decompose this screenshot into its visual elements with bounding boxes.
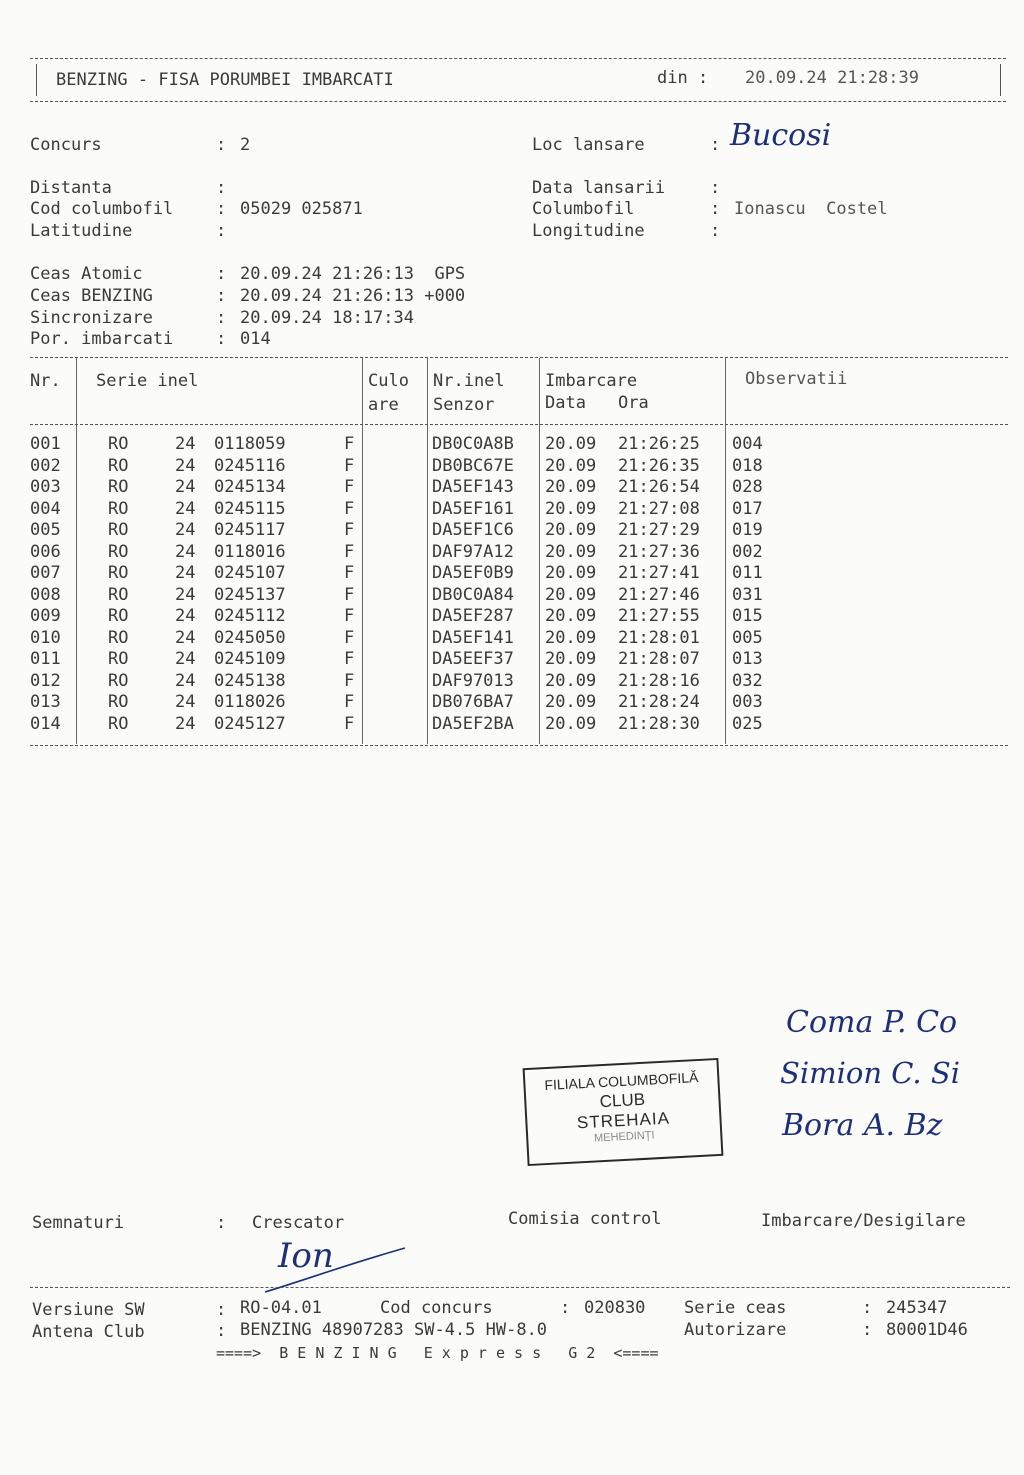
th-imbarcare: Imbarcare — [545, 371, 638, 391]
cell-senzor: DA5EF143 — [432, 477, 514, 497]
cell-data: 20.09 — [545, 606, 597, 626]
cell-data: 20.09 — [545, 563, 597, 583]
serie-ceas-label: Serie ceas — [684, 1298, 787, 1318]
cell-data: 20.09 — [545, 584, 597, 605]
cell-sex: F — [344, 713, 355, 734]
cell-observatii: 004 — [732, 434, 763, 454]
ceas-atomic-label: Ceas Atomic — [30, 264, 143, 284]
cell-senzor: DB0C0A8B — [432, 434, 514, 454]
cell-observatii: 032 — [732, 670, 763, 691]
colon: : — [710, 135, 721, 155]
cell-tara: RO — [108, 434, 129, 454]
cell-senzor: DA5EF141 — [432, 627, 514, 648]
cell-nr: 011 — [30, 649, 61, 669]
colon: : — [216, 1300, 227, 1320]
cell-tara: RO — [108, 713, 129, 734]
cell-tara: RO — [108, 627, 129, 648]
sincronizare-value: 20.09.24 18:17:34 — [240, 308, 414, 328]
stamp-line-1: FILIALA COLUMBOFILĂ — [544, 1069, 699, 1094]
cell-observatii: 013 — [732, 649, 763, 669]
cod-concurs-value: 020830 — [584, 1298, 646, 1318]
cell-data: 20.09 — [545, 670, 597, 691]
cell-an: 24 — [175, 477, 196, 497]
cell-nr: 005 — [30, 520, 61, 540]
cell-nr: 012 — [30, 670, 61, 691]
th-serie-inel: Serie inel — [96, 371, 199, 391]
cell-nr: 006 — [30, 541, 61, 562]
cell-inel: 0245116 — [214, 455, 286, 476]
cell-ora: 21:27:55 — [618, 606, 700, 626]
cell-inel: 0118059 — [214, 434, 286, 454]
cell-sex: F — [344, 606, 355, 626]
table-row — [0, 649, 1024, 671]
cell-inel: 0245115 — [214, 498, 286, 519]
autorizare-label: Autorizare — [684, 1320, 787, 1340]
cell-ora: 21:28:16 — [618, 670, 700, 691]
colon: : — [710, 221, 721, 241]
cell-ora: 21:28:24 — [618, 692, 700, 712]
cell-senzor: DA5EF0B9 — [432, 563, 514, 583]
cell-data: 20.09 — [545, 434, 597, 454]
cell-nr: 007 — [30, 563, 61, 583]
cell-nr: 004 — [30, 498, 61, 519]
signature-2: Simion C. Si — [780, 1056, 961, 1090]
cell-observatii: 015 — [732, 606, 763, 626]
cell-sex: F — [344, 455, 355, 476]
th-ora: Ora — [618, 393, 649, 413]
table-row — [0, 456, 1024, 478]
header-top-rule — [30, 58, 1006, 59]
din-value: 20.09.24 21:28:39 — [745, 68, 919, 88]
cell-ora: 21:26:54 — [618, 477, 700, 497]
cell-tara: RO — [108, 498, 129, 519]
cell-sex: F — [344, 477, 355, 497]
table-row — [0, 542, 1024, 564]
serie-ceas-value: 245347 — [886, 1298, 948, 1318]
cell-ora: 21:28:01 — [618, 627, 700, 648]
club-stamp — [523, 1058, 724, 1166]
cod-concurs-label: Cod concurs — [380, 1298, 493, 1318]
cell-tara: RO — [108, 541, 129, 562]
cell-sex: F — [344, 520, 355, 540]
cell-nr: 003 — [30, 477, 61, 497]
cell-senzor: DAF97A12 — [432, 541, 514, 562]
cell-ora: 21:27:36 — [618, 541, 700, 562]
th-observatii: Observatii — [745, 369, 848, 389]
cell-ora: 21:27:41 — [618, 563, 700, 583]
cell-an: 24 — [175, 541, 196, 562]
longitudine-label: Longitudine — [532, 221, 645, 241]
antena-club-value: BENZING 48907283 SW-4.5 HW-8.0 — [240, 1320, 548, 1340]
cell-tara: RO — [108, 670, 129, 691]
cell-senzor: DA5EF2BA — [432, 713, 514, 734]
cell-observatii: 025 — [732, 713, 763, 734]
cell-ora: 21:26:25 — [618, 434, 700, 454]
table-top-rule — [30, 357, 1008, 358]
table-row — [0, 499, 1024, 521]
th-culoare-2: are — [368, 395, 399, 415]
concurs-value: 2 — [240, 135, 251, 155]
colon: : — [560, 1298, 571, 1318]
loc-lansare-label: Loc lansare — [532, 135, 645, 155]
table-row — [0, 585, 1024, 607]
ceas-benzing-label: Ceas BENZING — [30, 286, 153, 306]
ceas-atomic-value: 20.09.24 21:26:13 GPS — [240, 264, 466, 284]
cell-an: 24 — [175, 584, 196, 605]
cell-an: 24 — [175, 670, 196, 691]
cell-sex: F — [344, 649, 355, 669]
cell-senzor: DB0C0A84 — [432, 584, 514, 605]
cell-inel: 0245117 — [214, 520, 286, 540]
cell-inel: 0245050 — [214, 627, 286, 648]
cell-senzor: DA5EF1C6 — [432, 520, 514, 540]
cell-observatii: 018 — [732, 455, 763, 476]
cell-observatii: 019 — [732, 520, 763, 540]
cell-sex: F — [344, 584, 355, 605]
cell-inel: 0118026 — [214, 692, 286, 712]
versiune-sw-label: Versiune SW — [32, 1300, 145, 1320]
cell-tara: RO — [108, 606, 129, 626]
cell-data: 20.09 — [545, 692, 597, 712]
cell-inel: 0118016 — [214, 541, 286, 562]
cell-data: 20.09 — [545, 713, 597, 734]
imbarcare-desigilare-label: Imbarcare/Desigilare — [761, 1211, 966, 1231]
cod-columbofil-value: 05029 025871 — [240, 199, 363, 219]
colon: : — [216, 221, 227, 241]
loc-lansare-handwritten: Bucosi — [730, 118, 832, 153]
ceas-benzing-value: 20.09.24 21:26:13 +000 — [240, 286, 466, 306]
stamp-line-3: STREHAIA — [576, 1108, 671, 1133]
cell-an: 24 — [175, 627, 196, 648]
cell-data: 20.09 — [545, 477, 597, 497]
cell-data: 20.09 — [545, 627, 597, 648]
cell-sex: F — [344, 670, 355, 691]
table-row — [0, 606, 1024, 628]
th-data: Data — [545, 393, 586, 413]
table-row — [0, 628, 1024, 650]
colon: : — [216, 178, 227, 198]
cell-an: 24 — [175, 713, 196, 734]
table-row — [0, 520, 1024, 542]
crescator-signature: Ion — [278, 1236, 334, 1276]
cell-nr: 013 — [30, 692, 61, 712]
signature-3: Bora A. Bz — [782, 1108, 943, 1143]
table-row — [0, 671, 1024, 693]
cell-observatii: 028 — [732, 477, 763, 497]
cell-inel: 0245127 — [214, 713, 286, 734]
table-row — [0, 434, 1024, 456]
cell-an: 24 — [175, 606, 196, 626]
cell-data: 20.09 — [545, 520, 597, 540]
cell-senzor: DB0BC67E — [432, 455, 514, 476]
distanta-label: Distanta — [30, 178, 112, 198]
cell-senzor: DA5EF161 — [432, 498, 514, 519]
cell-observatii: 017 — [732, 498, 763, 519]
th-senzor: Senzor — [433, 395, 495, 415]
table-header-rule — [30, 424, 1008, 425]
cell-inel: 0245112 — [214, 606, 286, 626]
cell-inel: 0245109 — [214, 649, 286, 669]
colon: : — [862, 1298, 873, 1318]
cell-an: 24 — [175, 434, 196, 454]
concurs-label: Concurs — [30, 135, 102, 155]
cell-observatii: 002 — [732, 541, 763, 562]
cell-an: 24 — [175, 563, 196, 583]
colon: : — [216, 308, 227, 328]
cell-sex: F — [344, 692, 355, 712]
cell-senzor: DA5EEF37 — [432, 649, 514, 669]
cell-an: 24 — [175, 498, 196, 519]
header-right-edge — [1000, 64, 1001, 96]
benzing-express-banner: ====> B E N Z I N G E x p r e s s G 2 <==== — [216, 1344, 659, 1362]
cell-data: 20.09 — [545, 455, 597, 476]
antena-club-label: Antena Club — [32, 1322, 145, 1342]
table-row — [0, 563, 1024, 585]
sincronizare-label: Sincronizare — [30, 308, 153, 328]
por-imbarcati-value: 014 — [240, 329, 271, 349]
cell-ora: 21:28:07 — [618, 649, 700, 669]
latitudine-label: Latitudine — [30, 221, 133, 241]
cell-nr: 001 — [30, 434, 61, 454]
cell-ora: 21:26:35 — [618, 455, 700, 476]
colon: : — [216, 1321, 227, 1341]
table-row — [0, 692, 1024, 714]
cell-observatii: 003 — [732, 692, 763, 712]
stamp-line-4: MEHEDINȚI — [593, 1129, 655, 1145]
header-left-edge — [36, 64, 37, 96]
crescator-signature-stroke — [255, 1240, 415, 1300]
cell-inel: 0245138 — [214, 670, 286, 691]
footer-rule — [30, 1287, 1010, 1288]
document-title: BENZING - FISA PORUMBEI IMBARCATI — [56, 70, 394, 90]
th-nr-inel: Nr.inel — [433, 371, 505, 391]
colon: : — [216, 199, 227, 219]
cell-nr: 002 — [30, 455, 61, 476]
table-bottom-rule — [30, 745, 1008, 746]
colon: : — [710, 199, 721, 219]
colon: : — [216, 1213, 227, 1233]
th-nr: Nr. — [30, 371, 61, 391]
cell-nr: 010 — [30, 627, 61, 648]
cell-data: 20.09 — [545, 498, 597, 519]
semnaturi-label: Semnaturi — [32, 1213, 125, 1233]
cell-sex: F — [344, 563, 355, 583]
cell-nr: 008 — [30, 584, 61, 605]
cell-an: 24 — [175, 692, 196, 712]
cell-tara: RO — [108, 692, 129, 712]
cell-inel: 0245134 — [214, 477, 286, 497]
header-bottom-rule — [30, 101, 1006, 102]
cell-inel: 0245107 — [214, 563, 286, 583]
stamp-line-2: CLUB — [599, 1089, 646, 1112]
cell-an: 24 — [175, 455, 196, 476]
th-culoare: Culo — [368, 371, 409, 391]
signature-1: Coma P. Co — [786, 1005, 958, 1040]
cell-tara: RO — [108, 649, 129, 669]
cell-tara: RO — [108, 563, 129, 583]
cell-observatii: 011 — [732, 563, 763, 583]
cell-data: 20.09 — [545, 649, 597, 669]
cell-observatii: 031 — [732, 584, 763, 605]
colon: : — [216, 264, 227, 284]
cell-sex: F — [344, 434, 355, 454]
cell-sex: F — [344, 541, 355, 562]
cell-ora: 21:27:08 — [618, 498, 700, 519]
cell-tara: RO — [108, 477, 129, 497]
cell-senzor: DB076BA7 — [432, 692, 514, 712]
colon: : — [862, 1320, 873, 1340]
colon: : — [710, 178, 721, 198]
data-lansarii-label: Data lansarii — [532, 178, 666, 198]
cod-columbofil-label: Cod columbofil — [30, 199, 174, 219]
cell-nr: 014 — [30, 713, 61, 734]
cell-an: 24 — [175, 520, 196, 540]
cell-inel: 0245137 — [214, 584, 286, 605]
cell-nr: 009 — [30, 606, 61, 626]
cell-tara: RO — [108, 520, 129, 540]
cell-ora: 21:27:29 — [618, 520, 700, 540]
versiune-sw-value: RO-04.01 — [240, 1298, 322, 1318]
autorizare-value: 80001D46 — [886, 1320, 968, 1340]
din-label: din : — [657, 68, 709, 88]
table-row — [0, 477, 1024, 499]
columbofil-value: Ionascu Costel — [734, 199, 888, 219]
cell-an: 24 — [175, 649, 196, 669]
cell-tara: RO — [108, 455, 129, 476]
crescator-label: Crescator — [252, 1213, 345, 1233]
cell-sex: F — [344, 498, 355, 519]
colon: : — [216, 286, 227, 306]
columbofil-label: Columbofil — [532, 199, 635, 219]
colon: : — [216, 329, 227, 349]
cell-ora: 21:28:30 — [618, 713, 700, 734]
colon: : — [216, 135, 227, 155]
cell-sex: F — [344, 627, 355, 648]
comisia-control-label: Comisia control — [508, 1209, 662, 1229]
por-imbarcati-label: Por. imbarcati — [30, 329, 174, 349]
cell-tara: RO — [108, 584, 129, 605]
table-row — [0, 714, 1024, 736]
cell-data: 20.09 — [545, 541, 597, 562]
cell-ora: 21:27:46 — [618, 584, 700, 605]
cell-observatii: 005 — [732, 627, 763, 648]
cell-senzor: DAF97013 — [432, 670, 514, 691]
cell-senzor: DA5EF287 — [432, 606, 514, 626]
